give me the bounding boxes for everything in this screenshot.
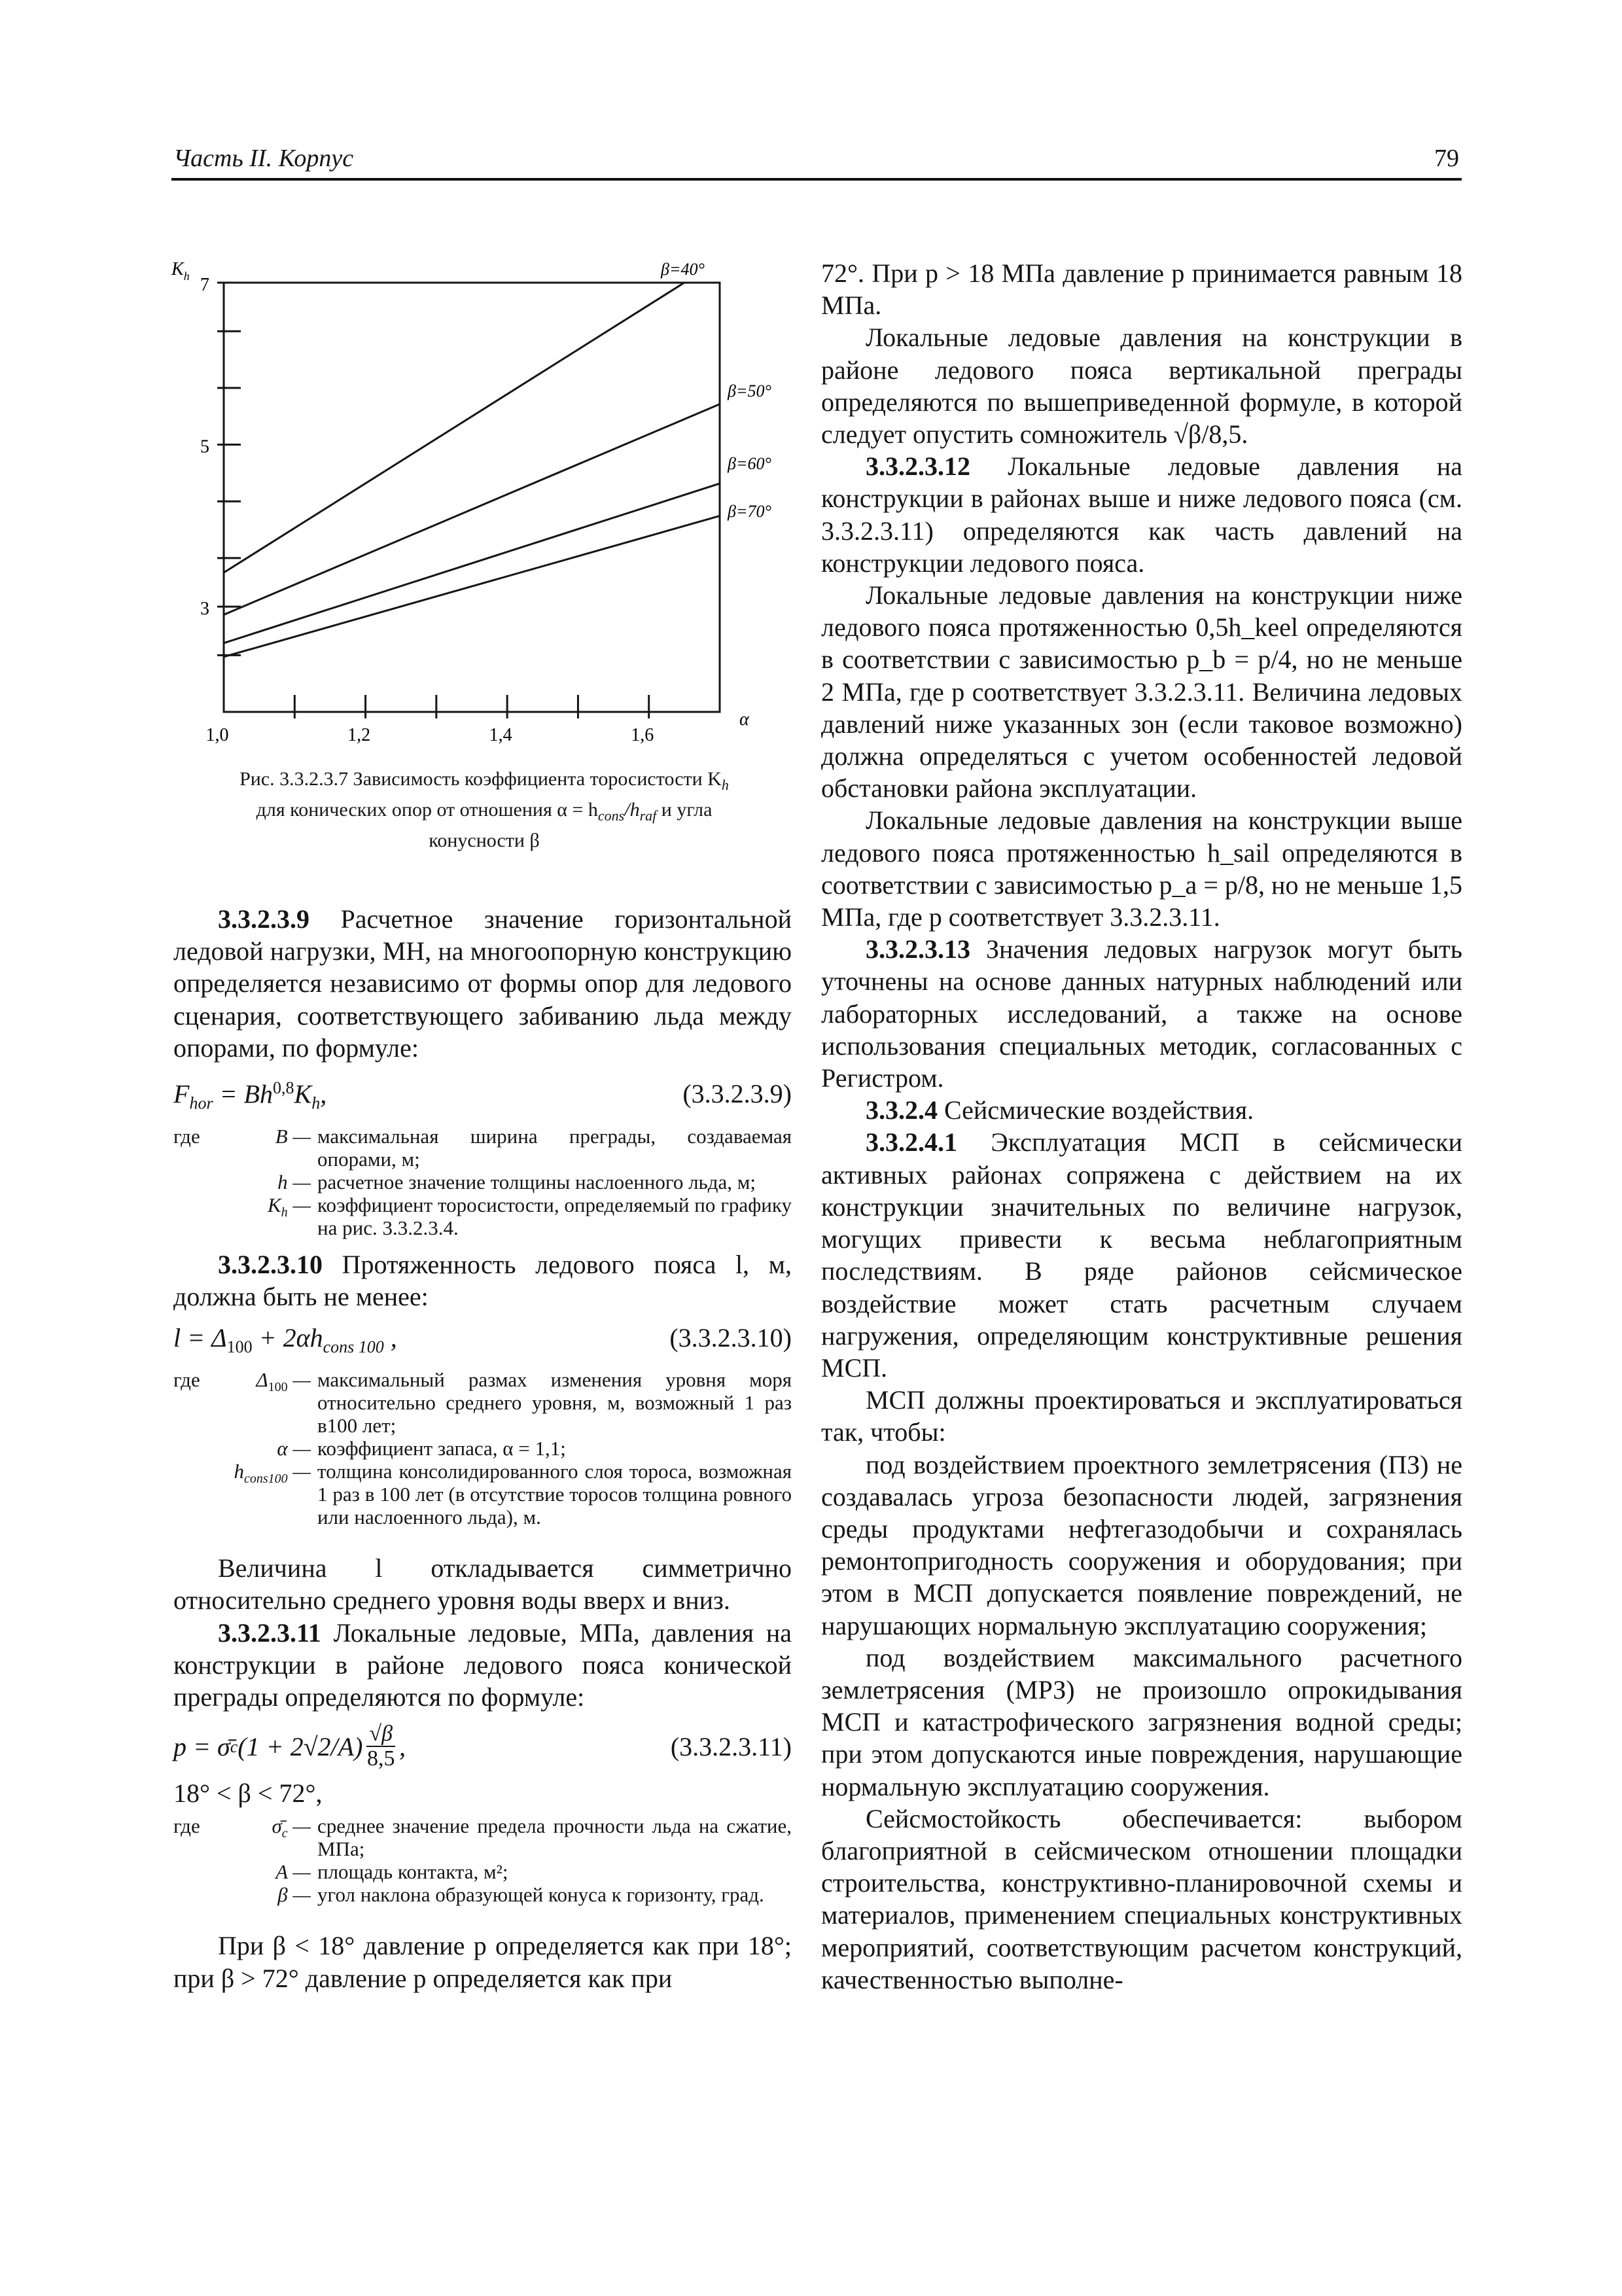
running-header-section: Часть II. Корпус [173, 145, 354, 172]
series-label: β=60° [728, 454, 771, 473]
x-tick-label: 1,6 [631, 725, 654, 745]
y-axis-label-sub: h [183, 270, 190, 283]
paragraph-vertical-barrier: Локальные ледовые давления на конструкции в районе ледового пояса вертикальной преграды определяются по вышеприведенной формуле, в которой следует опустить сомножитель √β/8,5. [821, 323, 1462, 450]
x-tick-label: 1,0 [205, 725, 229, 745]
series-line [224, 516, 720, 656]
caption-line-2: для конических опор от отношения $\alpha = h_{cons}/h_{raf}$ и угла [256, 799, 713, 824]
definitions-3-3-2-3-9: где B — максимальная ширина преграды, создаваемая опорами, м; h — расчетное значение толщины наслоенного льда, м; $K_h$ — коэффициент торосистости, определяемый по графику на рис. 3.3.2.3.4. [173, 1124, 792, 1239]
formula-beta-range: 18° < β < 72°, [173, 1778, 323, 1809]
left-column [173, 903, 792, 1994]
paragraph-3-3-2-4-1: 3.3.2.4.1 Эксплуатация МСП в сейсмически активных районах сопряжена с действием на их конструкции значительных по величине нагрузок, могущих привести к весьма неблагоприятным последствиям. В ряде районов сейсмическое воздействие может стать расчетным случаем нагружения, определяющим конструктивные решения МСП. [821, 1127, 1462, 1383]
paragraph-3-3-2-3-12: 3.3.2.3.12 Локальные ледовые давления на конструкции в районах выше и ниже ледового пояса (см. 3.3.2.3.11) определяются как часть давлений на конструкции ледового пояса. [821, 451, 1462, 578]
figure-caption [190, 767, 779, 853]
page-number: 79 [1434, 145, 1459, 172]
paragraph-l-symmetric: Величина l откладывается симметрично относительно среднего уровня воды вверх и вниз. [173, 1553, 792, 1616]
paragraph-3-3-2-3-11: 3.3.2.3.11 Локальные ледовые, МПа, давления на конструкции в районе ледового пояса конической преграды определяются по формуле: [173, 1617, 792, 1712]
caption-line-1: Рис. 3.3.2.3.7 Зависимость коэффициента торосистости $K_h$ [239, 768, 729, 793]
paragraph-seismic-resistance: Сейсмостойкость обеспечивается: выбором благоприятной в сейсмическом отношении площадки строительства, конструктивно-планировочной схемы и материалов, применением специальных конструктивных мероприятий, соответствующим расчетом конструкций, качественностью выполне- [821, 1803, 1462, 1994]
y-axis-label: $K_h$ [171, 259, 190, 283]
paragraph-below-ice-belt: Локальные ледовые давления на конструкции ниже ледового пояса протяженностью 0,5h_keel определяются в соответствии с зависимостью p_b = p/4, но не меньше 2 МПа, где p соответствует 3.3.2.3.11. Величина ледовых давлений ниже указанных зон (если таковое возможно) должна определяться с учетом особенностей ледовой обстановки района эксплуатации. [821, 580, 1462, 804]
paragraph-72-degrees: 72°. При p > 18 МПа давление p принимается равным 18 МПа. [821, 258, 1462, 321]
paragraph-msp-design: МСП должны проектироваться и эксплуатироваться так, чтобы: [821, 1385, 1462, 1447]
paragraph-3-3-2-3-13: 3.3.2.3.13 Значения ледовых нагрузок могут быть уточнены на основе данных натурных наблюдений или лабораторных исследований, а также на основе использования специальных методик, согласованных с Регистром. [821, 934, 1462, 1093]
right-column [821, 257, 1462, 1996]
x-axis-label: α [739, 709, 749, 730]
formula-3-3-2-3-11: p = σ̄ c (1 + 2√2/A) √β 8,5 , (3.3.2.3.11) [173, 1722, 792, 1771]
paragraph-above-ice-belt: Локальные ледовые давления на конструкции выше ледового пояса протяженностью h_sail определяются в соответствии с зависимостью p_a = p/8, но не меньше 1,5 МПа, где p соответствует 3.3.2.3.11. [821, 805, 1462, 932]
formula-3-3-2-3-10: $l = \Delta_{100} + 2\alpha h_{cons 100}$ , (3.3.2.3.10) [173, 1322, 792, 1356]
paragraph-mrz: под воздействием максимального расчетного землетрясения (МРЗ) не произошло опрокидывания МСП и катастрофического загрязнения водной среды; при этом допускаются иные повреждения, нарушающие нормальную эксплуатацию сооружения. [821, 1642, 1462, 1801]
series-line [224, 404, 720, 615]
chart-kh-vs-alpha [0, 0, 811, 759]
series-label: β=40° [661, 260, 705, 279]
y-tick-label: 7 [200, 275, 209, 295]
definitions-3-3-2-3-10: где $\Delta_{100}$ — максимальный размах изменения уровня моря относительно среднего уровня, м, возможный 1 раз в100 лет; α — коэффициент запаса, α = 1,1; $h_{cons100}$ — толщина консолидированного слоя тороса, возможная 1 раз в 100 лет (в отсутствие торосов толщина ровного или наслоенного льда), м. [173, 1368, 792, 1529]
formula-3-3-2-3-9: $F_{hor} = Bh^{0,8}K_h$, (3.3.2.3.9) [173, 1078, 792, 1113]
paragraph-3-3-2-3-9: 3.3.2.3.9 Расчетное значение горизонтальной ледовой нагрузки, МН, на многоопорную конструкцию определяется независимо от формы опор для ледового сценария, соответствующего забиванию льда между опорами, по формуле: [173, 904, 792, 1063]
series-line [224, 283, 684, 573]
chart-frame [224, 283, 720, 712]
series-label: β=50° [728, 381, 771, 400]
y-tick-label: 5 [200, 436, 209, 457]
paragraph-pz: под воздействием проектного землетрясения (ПЗ) не создавалась угроза безопасности людей, загрязнения среды продуктами нефтегазодобычи и сохранялась ремонтопригодность сооружения и оборудования; при этом в МСП допускается появление повреждений, не нарушающих нормальную эксплуатацию сооружения; [821, 1449, 1462, 1640]
x-tick-label: 1,2 [347, 725, 371, 745]
series-line [224, 484, 720, 643]
paragraph-3-3-2-3-10: 3.3.2.3.10 Протяженность ледового пояса l, м, должна быть не менее: [173, 1249, 792, 1311]
series-label: β=70° [728, 502, 771, 521]
caption-line-3: конусности β [429, 830, 540, 851]
heading-3-3-2-4: 3.3.2.4 Сейсмические воздействия. [866, 1095, 1254, 1125]
paragraph-beta-limits: При β < 18° давление p определяется как при 18°; при β > 72° давление p определяется как при [173, 1931, 792, 1993]
chart-svg [0, 0, 811, 759]
x-tick-label: 1,4 [489, 725, 512, 745]
definitions-3-3-2-3-11: где $\sigmā_c$ — среднее значение предела прочности льда на сжатие, МПа; A — площадь контакта, м²; β — угол наклона образующей конуса к горизонту, град. [173, 1814, 792, 1907]
y-tick-label: 3 [200, 599, 209, 620]
